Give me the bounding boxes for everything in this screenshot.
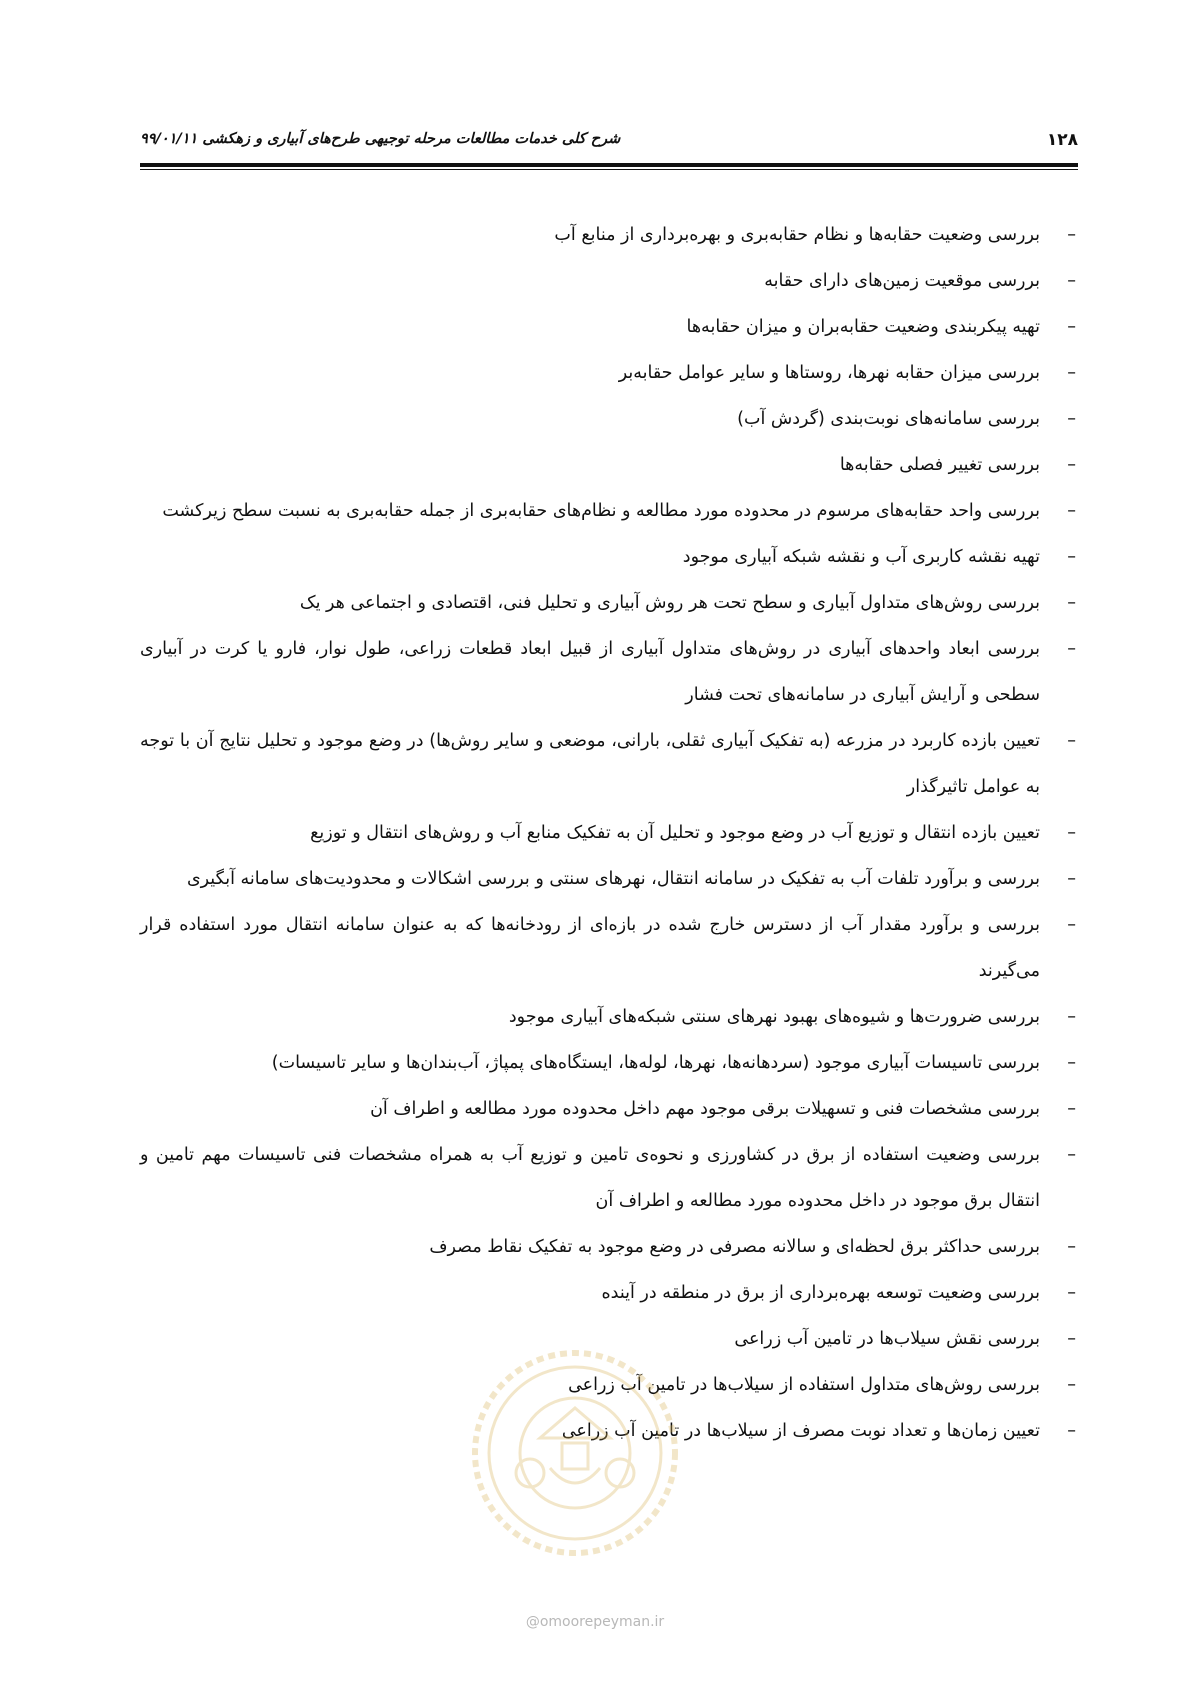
dash-bullet: – [1067, 1421, 1076, 1441]
list-item [140, 1316, 1080, 1362]
dash-bullet: – [1067, 869, 1076, 889]
dash-bullet: – [1067, 1099, 1076, 1119]
list-item [140, 856, 1080, 902]
dash-bullet: – [1067, 501, 1076, 521]
list-item-text: بررسی موقعیت زمین‌های دارای حقابه [764, 271, 1040, 291]
list-item-text: بررسی سامانه‌های نوبت‌بندی (گردش آب) [737, 409, 1040, 429]
dash-bullet: – [1067, 1145, 1076, 1165]
list-item-text: بررسی و برآورد مقدار آب از دسترس خارج شده در بازه‌ای از رودخانه‌ها که به عنوان سامانه انتقال مورد استفاده قرار می‌گیرند [140, 915, 1040, 981]
list-item [140, 304, 1080, 350]
list-item-text: بررسی وضعیت استفاده از برق در کشاورزی و نحوه‌ی تامین و توزیع آب به همراه مشخصات فنی تاسیسات مهم تامین و انتقال برق موجود در داخل محدوده مورد مطالعه و اطراف آن [140, 1145, 1040, 1211]
list-item [140, 1040, 1080, 1086]
dash-bullet: – [1067, 1007, 1076, 1027]
list-item-text: بررسی واحد حقابه‌های مرسوم در محدوده مورد مطالعه و نظام‌های حقابه‌بری از جمله حقابه‌بری به نسبت سطح زیرکشت [162, 501, 1040, 521]
list-item-text: بررسی روش‌های متداول استفاده از سیلاب‌ها در تامین آب زراعی [568, 1375, 1040, 1395]
list-item [140, 258, 1080, 304]
list-item [140, 994, 1080, 1040]
list-item-text: بررسی و برآورد تلفات آب به تفکیک در سامانه انتقال، نهرهای سنتی و بررسی اشکالات و محدودیت‌های سامانه آبگیری [186, 869, 1040, 889]
list-item [140, 626, 1080, 718]
list-item [140, 718, 1080, 810]
list-item-text: بررسی وضعیت حقابه‌ها و نظام حقابه‌بری و بهره‌برداری از منابع آب [554, 225, 1040, 245]
list-item [140, 1132, 1080, 1224]
dash-bullet: – [1067, 455, 1076, 475]
list-item-text: بررسی روش‌های متداول آبیاری و سطح تحت هر روش آبیاری و تحلیل فنی، اقتصادی و اجتماعی هر یک [299, 593, 1040, 613]
bullet-list [140, 212, 1080, 1454]
list-item [140, 1224, 1080, 1270]
dash-bullet: – [1067, 1053, 1076, 1073]
list-item [140, 534, 1080, 580]
list-item [140, 1086, 1080, 1132]
list-item-text: بررسی حداکثر برق لحظه‌ای و سالانه مصرفی در وضع موجود به تفکیک نقاط مصرف [429, 1237, 1040, 1257]
watermark-url: @omoorepeyman.ir [525, 1614, 665, 1630]
list-item-text: تعیین بازده کاربرد در مزرعه (به تفکیک آبیاری ثقلی، بارانی، موضعی و سایر روش‌ها) در وضع موجود و تحلیل نتایج آن با توجه به عوامل تاثیرگذار [140, 731, 1040, 797]
list-item [140, 810, 1080, 856]
list-item-text: بررسی وضعیت توسعه بهره‌برداری از برق در منطقه در آینده [601, 1283, 1040, 1303]
list-item-text: تعیین بازده انتقال و توزیع آب در وضع موجود و تحلیل آن به تفکیک منابع آب و روش‌های انتقال و توزیع [310, 823, 1040, 843]
list-item [140, 488, 1080, 534]
dash-bullet: – [1067, 317, 1076, 337]
list-item-text: بررسی میزان حقابه نهرها، روستاها و سایر عوامل حقابه‌بر [618, 363, 1040, 383]
list-item [140, 212, 1080, 258]
list-item [140, 1362, 1080, 1408]
dash-bullet: – [1067, 547, 1076, 567]
list-item [140, 1408, 1080, 1454]
list-item-text: بررسی تاسیسات آبیاری موجود (سردهانه‌ها، نهرها، لوله‌ها، ایستگاه‌های پمپاژ، آب‌بندان‌ها و سایر تاسیسات) [271, 1053, 1040, 1073]
dash-bullet: – [1067, 363, 1076, 383]
dash-bullet: – [1067, 915, 1076, 935]
list-item [140, 902, 1080, 994]
dash-bullet: – [1067, 731, 1076, 751]
list-item-text: بررسی تغییر فصلی حقابه‌ها [839, 455, 1040, 475]
list-item [140, 580, 1080, 626]
list-item [140, 442, 1080, 488]
list-item [140, 1270, 1080, 1316]
list-item-text: تعیین زمان‌ها و تعداد نوبت مصرف از سیلاب‌ها در تامین آب زراعی [561, 1421, 1040, 1441]
list-item [140, 396, 1080, 442]
dash-bullet: – [1067, 409, 1076, 429]
dash-bullet: – [1067, 593, 1076, 613]
header-rule-thick [140, 163, 1078, 167]
page-number: ۱۲۸ [1046, 130, 1078, 150]
dash-bullet: – [1067, 1329, 1076, 1349]
list-item-text: تهیه نقشه کاربری آب و نقشه شبکه آبیاری موجود [682, 547, 1040, 567]
list-item-text: بررسی ضرورت‌ها و شیوه‌های بهبود نهرهای سنتی شبکه‌های آبیاری موجود [508, 1007, 1040, 1027]
list-item-text: بررسی نقش سیلاب‌ها در تامین آب زراعی [734, 1329, 1040, 1349]
list-item-text: تهیه پیکربندی وضعیت حقابه‌بران و میزان حقابه‌ها [686, 317, 1040, 337]
list-item [140, 350, 1080, 396]
dash-bullet: – [1067, 1237, 1076, 1257]
dash-bullet: – [1067, 1375, 1076, 1395]
list-item-text: بررسی مشخصات فنی و تسهیلات برقی موجود مهم داخل محدوده مورد مطالعه و اطراف آن [370, 1099, 1040, 1119]
dash-bullet: – [1067, 225, 1076, 245]
dash-bullet: – [1067, 1283, 1076, 1303]
dash-bullet: – [1067, 823, 1076, 843]
header-rule-thin [140, 169, 1078, 170]
list-item-text: بررسی ابعاد واحدهای آبیاری در روش‌های متداول آبیاری از قبیل ابعاد قطعات زراعی، طول نوار، فارو یا کرت در آبیاری سطحی و آرایش آبیاری در سامانه‌های تحت فشار [140, 639, 1040, 705]
dash-bullet: – [1067, 271, 1076, 291]
dash-bullet: – [1067, 639, 1076, 659]
header-title: شرح کلی خدمات مطالعات مرحله توجیهی طرح‌های آبیاری و زهکشی ۹۹/۰۱/۱۱ [140, 131, 621, 147]
